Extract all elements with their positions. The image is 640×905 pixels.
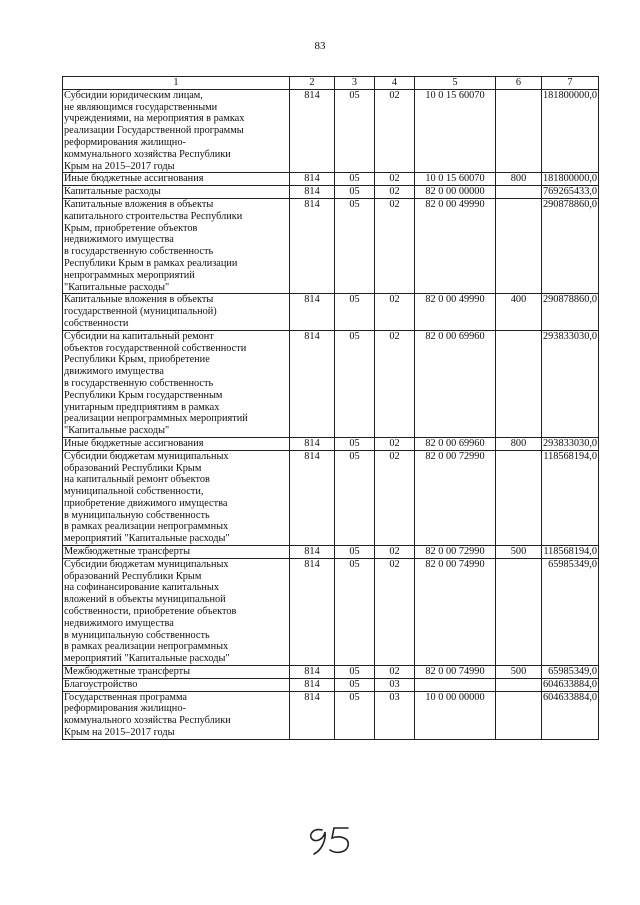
code-cell-c5: 10 0 15 60070 [415,89,496,173]
row-name-line: на софинансирование капитальных [64,582,219,594]
code-cell-c6: 800 [496,437,542,450]
amount-cell: 293833030,0 [543,437,598,449]
row-name-line: "Капитальные расходы" [64,281,170,293]
table-header-row [63,77,599,90]
amount-cell: 65985349,0 [542,666,599,679]
code-cell-c2: 814 [290,450,335,545]
code-cell-c3: 05 [335,546,375,559]
table-row [63,198,599,293]
amount-cell: 290878860,0 [542,294,599,330]
header-cell: 6 [496,77,542,90]
code-cell-c5: 82 0 00 49990 [415,198,496,293]
amount-cell: 290878860,0 [542,198,599,293]
header-cell: 3 [335,77,375,90]
row-name-line: Республики Крым, приобретение [64,354,210,366]
row-name-line: образований Республики Крым [64,570,202,582]
row-name-cell [63,558,290,665]
row-name-line: Субсидии бюджетам муниципальных [64,450,229,462]
code-cell-c4: 02 [375,437,415,450]
row-name-line: реализации Государственной программы [64,125,244,137]
row-name-line: Межбюджетные трансферты [64,666,191,678]
row-name-line: не являющимся государственными [64,101,218,113]
row-name-cell [63,437,290,450]
code-cell-c6: 400 [496,294,542,330]
amount-cell: 118568194,0 [542,450,599,545]
code-cell-c6: 500 [496,546,542,559]
row-name-line: Капитальные вложения в объекты [64,198,214,210]
row-name-line: Республики Крым в рамках реализации [64,257,238,269]
row-name-line: приобретение движимого имущества [64,497,228,509]
table-row [63,186,599,199]
code-cell-c3: 05 [335,173,375,186]
table-row [63,666,599,679]
row-name-line: собственности [64,317,129,329]
amount-cell: 181800000,0 [542,89,599,173]
row-name-cell [63,678,290,691]
row-name-line: образований Республики Крым [64,462,202,474]
code-cell-c5: 10 0 00 00000 [415,691,496,739]
code-cell-c2: 814 [290,666,335,679]
row-name-line: вложений в объекты муниципальной [64,594,226,606]
code-cell-c5: 82 0 00 72990 [415,546,496,559]
row-name-line: Иные бюджетные ассигнования [64,437,204,449]
row-name-line: капитального строительства Республики [64,210,243,222]
table-row [63,450,599,545]
code-cell-c6: 800 [496,173,542,186]
row-name-cell [63,666,290,679]
code-cell-c3: 05 [335,330,375,437]
row-name-line: в муниципальную собственность [64,509,210,521]
table-row [63,173,599,186]
code-cell-c6 [496,89,542,173]
code-cell-c2: 814 [290,173,335,186]
row-name-cell [63,198,290,293]
code-cell-c3: 05 [335,437,375,450]
row-name-line: непрограммных мероприятий [64,269,195,281]
code-cell-c2: 814 [290,558,335,665]
code-cell-c4: 03 [375,678,415,691]
row-name-line: учреждениями, на мероприятия в рамках [64,113,245,125]
row-name-line: недвижимого имущества [64,234,174,246]
table-row [63,89,599,173]
row-name-line: Субсидии юридическим лицам, [64,89,203,101]
code-cell-c4: 02 [375,294,415,330]
budget-table [62,76,599,740]
code-cell-c3: 05 [335,678,375,691]
code-cell-c4: 02 [375,546,415,559]
header-cell: 2 [290,77,335,90]
code-cell-c3: 05 [335,691,375,739]
code-cell-c4: 02 [375,198,415,293]
row-name-cell [63,546,290,559]
row-name-line: в рамках реализации непрограммных [64,641,229,653]
amount-cell: 604633884,0 [543,678,598,690]
row-name-line: в муниципальную собственность [64,629,210,641]
header-cell: 5 [415,77,496,90]
table-row [63,330,599,437]
code-cell-c2: 814 [290,294,335,330]
code-cell-c4: 02 [375,450,415,545]
row-name-cell [63,89,290,173]
code-cell-c4: 02 [375,558,415,665]
code-cell-c3: 05 [335,294,375,330]
row-name-line: муниципальной собственности, [64,486,204,498]
row-name-cell [63,294,290,330]
row-name-line: унитарным предприятиям в рамках [64,401,220,413]
code-cell-c2: 814 [290,186,335,199]
row-name-cell [63,450,290,545]
row-name-line: объектов государственной собственности [64,342,247,354]
row-name-line: Межбюджетные трансферты [64,546,191,558]
table-row [63,558,599,665]
code-cell-c5: 10 0 15 60070 [415,173,496,186]
row-name-line: Крым на 2015–2017 годы [64,727,175,739]
row-name-line: Субсидии бюджетам муниципальных [64,558,229,570]
code-cell-c2: 814 [290,678,335,691]
code-cell-c3: 05 [335,558,375,665]
table-row [63,678,599,691]
row-name-line: Крым на 2015–2017 годы [64,160,175,172]
amount-cell: 293833030,0 [542,330,599,437]
code-cell-c3: 05 [335,186,375,199]
row-name-line: коммунального хозяйства Республики [64,148,231,160]
code-cell-c3: 05 [335,450,375,545]
amount-cell: 181800000,0 [543,173,598,185]
row-name-line: собственности, приобретение объектов [64,606,237,618]
code-cell-c3: 05 [335,198,375,293]
header-cell: 7 [542,77,599,90]
row-name-line: мероприятий "Капитальные расходы" [64,653,230,665]
code-cell-c2: 814 [290,89,335,173]
code-cell-c2: 814 [290,437,335,450]
code-cell-c3: 05 [335,89,375,173]
code-cell-c4: 02 [375,173,415,186]
code-cell-c2: 814 [290,330,335,437]
row-name-cell [63,330,290,437]
code-cell-c6 [496,558,542,665]
code-cell-c5: 82 0 00 72990 [415,450,496,545]
code-cell-c2: 814 [290,546,335,559]
table-row [63,294,599,330]
row-name-cell [63,691,290,739]
row-name-line: "Капитальные расходы" [64,425,170,437]
header-cell: 1 [63,77,290,90]
code-cell-c6: 500 [496,666,542,679]
table-row [63,691,599,739]
row-name-cell [63,186,290,199]
code-cell-c4: 02 [375,186,415,199]
row-name-line: реформирования жилищно- [64,703,186,715]
code-cell-c5: 82 0 00 00000 [415,186,496,199]
table-row [63,437,599,450]
header-cell: 4 [375,77,415,90]
code-cell-c5: 82 0 00 69960 [415,330,496,437]
row-name-line: Иные бюджетные ассигнования [64,173,204,185]
code-cell-c6 [496,198,542,293]
row-name-line: на капитальный ремонт объектов [64,474,210,486]
row-name-line: Субсидии на капитальный ремонт [64,330,214,342]
row-name-line: недвижимого имущества [64,617,174,629]
row-name-line: Капитальные расходы [64,186,161,198]
amount-cell: 118568194,0 [543,546,597,558]
code-cell-c5: 82 0 00 69960 [415,437,496,450]
code-cell-c2: 814 [290,691,335,739]
row-name-line: реализации непрограммных мероприятий [64,413,248,425]
code-cell-c4: 02 [375,89,415,173]
row-name-line: в государственную собственность [64,246,214,258]
amount-cell: 604633884,0 [542,691,599,739]
handwritten-page-number-signature [300,820,370,860]
row-name-line: мероприятий "Капитальные расходы" [64,533,230,545]
code-cell-c6 [496,450,542,545]
row-name-cell [63,173,290,186]
code-cell-c2: 814 [290,198,335,293]
code-cell-c5 [415,678,496,691]
code-cell-c4: 02 [375,330,415,437]
code-cell-c5: 82 0 00 49990 [415,294,496,330]
row-name-line: Капитальные вложения в объекты [64,294,214,306]
code-cell-c4: 02 [375,666,415,679]
code-cell-c5: 82 0 00 74990 [415,558,496,665]
code-cell-c6 [496,691,542,739]
row-name-line: коммунального хозяйства Республики [64,715,231,727]
row-name-line: Благоустройство [64,678,138,690]
code-cell-c6 [496,186,542,199]
code-cell-c6 [496,678,542,691]
table-row [63,546,599,559]
row-name-line: Республики Крым государственным [64,389,223,401]
row-name-line: Государственная программа [64,691,187,703]
row-name-line: Крым, приобретение объектов [64,222,198,234]
row-name-line: реформирования жилищно- [64,136,186,148]
code-cell-c3: 05 [335,666,375,679]
row-name-line: в рамках реализации непрограммных [64,521,229,533]
code-cell-c5: 82 0 00 74990 [415,666,496,679]
row-name-line: движимого имущества [64,366,164,378]
row-name-line: государственной (муниципальной) [64,306,217,318]
amount-cell: 65985349,0 [542,558,599,665]
page-number: 83 [314,40,326,52]
code-cell-c4: 03 [375,691,415,739]
row-name-line: в государственную собственность [64,377,214,389]
code-cell-c6 [496,330,542,437]
amount-cell: 769265433,0 [543,186,598,198]
